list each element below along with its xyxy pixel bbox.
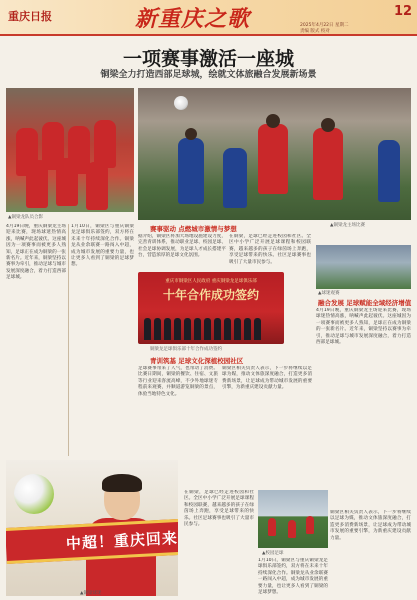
- section-label-2: 青训筑基 足球文化深植校园社区: [150, 357, 244, 365]
- match-photo: [138, 88, 411, 220]
- football-image: [14, 474, 54, 514]
- article-column-b: 1月10日，铜梁区与重庆铜梁龙足球俱乐部签约，双方将在未来十年持续深化合作。铜梁龙从业余联赛一路闯入中超，成为城市发展的重要力量，也让更多人看到了铜梁的足球梦想。: [71, 224, 134, 268]
- fan-with-scarf-photo: [6, 460, 178, 596]
- kid-photo-caption: ▲铜梁球迷: [80, 591, 102, 596]
- article-column-c: 据介绍，铜梁区将加大场地设施建设力度，完善青训体系，推动职业足球、校园足球、社会足球协调发展，为足球人才成长搭建平台，营造浓厚的足球文化氛围。: [138, 234, 226, 259]
- article-column-h: 铜梁区相关负责人表示，下一步将继续以足球为媒，推动文体旅深度融合，打造更多消费新场景，让足球成为带动城市发展的重要引擎，为新重庆建设贡献力量。: [330, 510, 411, 541]
- fans-photo-caption: ▲球迷观赛: [318, 291, 340, 296]
- field-photo-caption: ▲校园足球: [262, 551, 284, 556]
- section-label-3: 融合发展 足球赋能全域经济增值: [318, 299, 412, 307]
- scarf-text: 中超！重庆回来: [65, 529, 178, 553]
- fans-photo: [316, 245, 411, 289]
- date-line: 2025年4月22日 星期二: [300, 23, 349, 28]
- banner-title: 十年合作成功签约: [162, 288, 259, 302]
- column-title: 新重庆之歌: [135, 6, 251, 32]
- article-column-j: 1月10日，铜梁区与重庆铜梁龙足球俱乐部签约，双方将在未来十年持续深化合作。铜梁龙从业余联赛一路闯入中超，成为城市发展的重要力量，也让更多人看到了铜梁的足球梦想。: [258, 558, 328, 596]
- match-photo-caption: ▲铜梁龙主场比赛: [330, 223, 365, 228]
- article-column-f: 铜梁区相关负责人表示，下一步将继续以足球为媒，推动文体旅深度融合，打造更多消费新场景，让足球成为带动城市发展的重要引擎，为新重庆建设贡献力量。: [222, 366, 312, 391]
- signing-ceremony-photo: [138, 272, 284, 344]
- banner-subtitle: 重庆市铜梁区人民政府 重庆铜梁龙足球俱乐部: [165, 279, 257, 284]
- column-divider: [68, 224, 69, 456]
- section-label-1: 赛事驱动 点燃城市激情与梦想: [150, 225, 237, 233]
- school-field-photo: [258, 490, 328, 548]
- article-column-a: 4月19日晚，重庆铜梁龙主场迎来比赛，现场球迷热情高涨，呐喊声此起彼伏。这座城因为一项赛事而被更多人熟知，足球正在成为铜梁的一张新名片。近年来，铜梁坚持以赛事为牵引，推动足球与城市发展深度融合，着力打造西部足球城。: [6, 224, 66, 281]
- paper-name: 重庆日报: [8, 10, 52, 23]
- page-number: 12: [394, 4, 413, 19]
- article-column-i: 在铜梁，足球已经走进校园和社区。全区中小学广泛开展足球课程和校园联赛，越来越多的孩子在绿茵场上奔跑，享受足球带来的快乐。社区足球赛事也吸引了大量市民参与。: [184, 490, 254, 528]
- subheadline: 铜梁全力打造西部足球城，绘就文体旅融合发展新场景: [100, 70, 317, 80]
- team-photo-caption: ▲铜梁龙队员合影: [8, 215, 43, 220]
- article-column-d: 在铜梁，足球已经走进校园和社区。全区中小学广泛开展足球课程和校园联赛，越来越多的孩子在绿茵场上奔跑，享受足球带来的快乐。社区足球赛事也吸引了大量市民参与。: [229, 234, 311, 265]
- headline: 一项赛事激活一座城: [122, 48, 294, 70]
- editor-line: 责编 版式 校对: [300, 29, 330, 34]
- banner-photo-caption: 铜梁龙足球俱乐部十年合作成功签约: [150, 347, 222, 352]
- article-column-g: 4月19日晚，重庆铜梁龙主场迎来比赛，现场球迷热情高涨，呐喊声此起彼伏。这座城因为一项赛事而被更多人熟知，足球正在成为铜梁的一张新名片。近年来，铜梁坚持以赛事为牵引，推动足球与城市发展深度融合，着力打造西部足球城。: [316, 308, 411, 346]
- article-column-e: 足球赛事带来了人气，也带动了消费。比赛日期间，铜梁的餐饮、住宿、文旅等行业迎来客流高峰，不少外地球迷专程前来观赛，并顺道游览铜梁的景点，体验当地特色文化。: [138, 366, 218, 397]
- team-photo: [6, 88, 134, 212]
